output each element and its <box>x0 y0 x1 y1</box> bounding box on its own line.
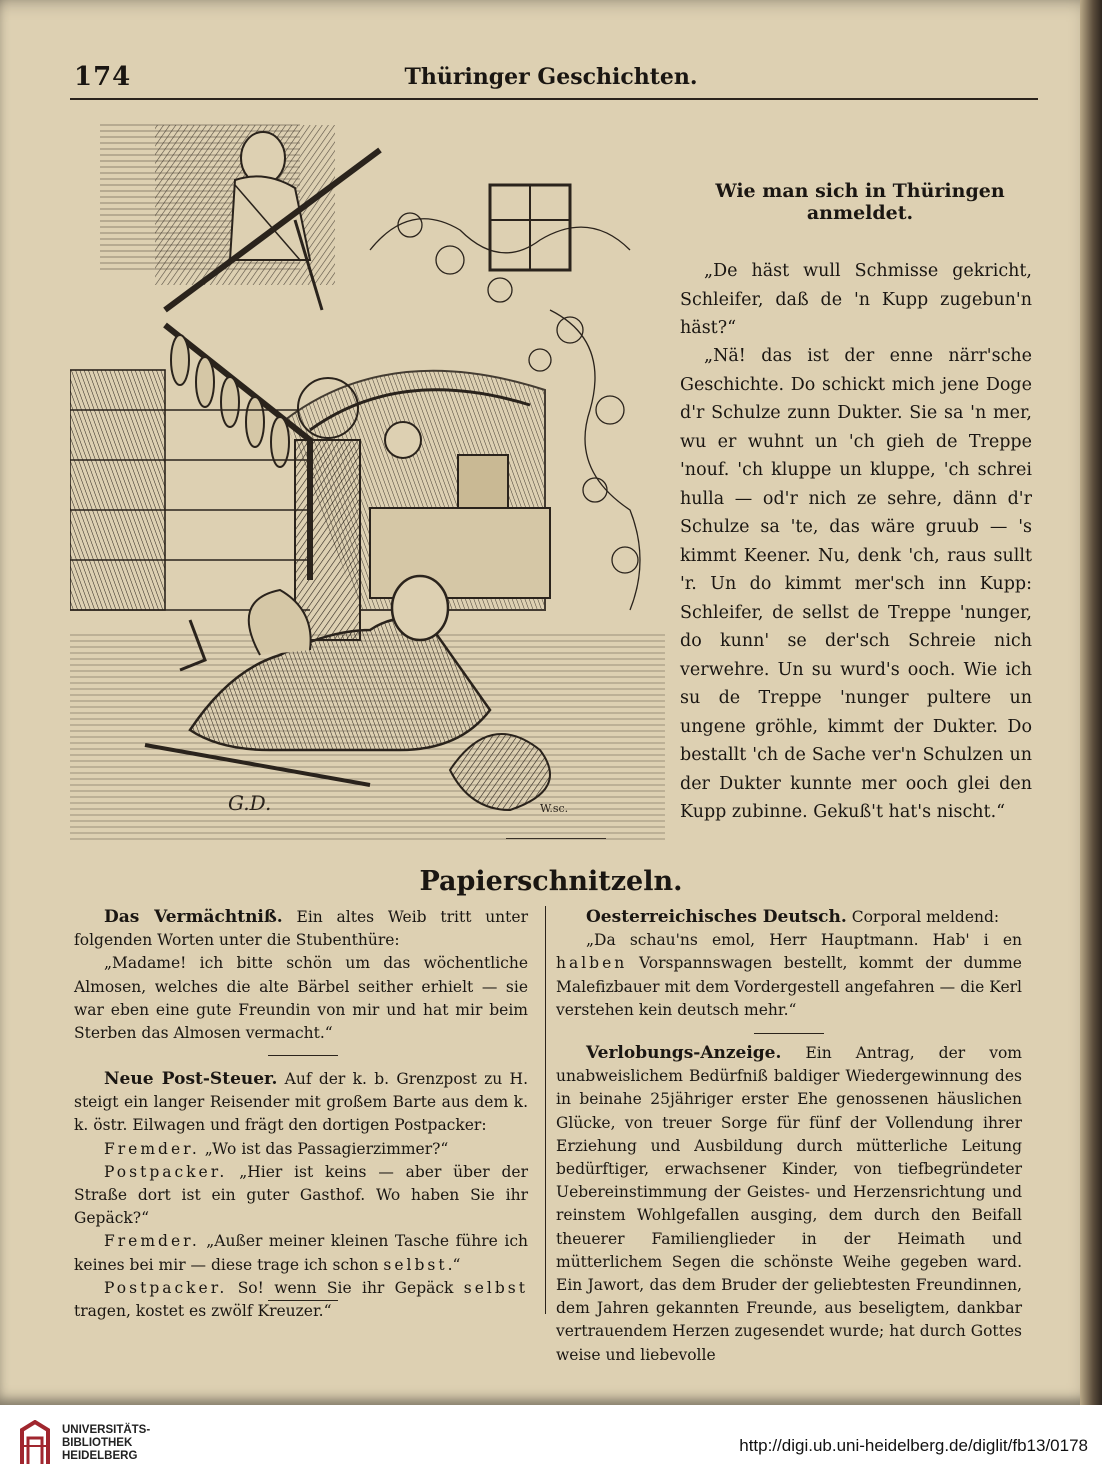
dialogue-speaker: Fremder. <box>104 1139 200 1158</box>
article-heading: Oesterreichisches Deutsch. <box>586 907 847 927</box>
story-paragraph: „De häst wull Schmisse gekricht, Schleifer, daß de 'n Kupp zugebun'n häst?“ <box>680 261 1032 338</box>
dialogue-line: „Wo ist das Passagierzimmer?“ <box>204 1139 449 1158</box>
column-divider <box>545 906 546 1314</box>
article-heading: Verlobungs-Anzeige. <box>586 1043 782 1063</box>
library-name-line: UNIVERSITÄTS- <box>62 1424 151 1436</box>
illustration-rule <box>506 838 606 839</box>
section-title: Papierschnitzeln. <box>419 866 683 897</box>
dialogue-line: „Hier ist keins — aber über der Straße dort ist ein guter Gasthof. Wo haben Sie ihr Gepäck?“ <box>74 1162 528 1228</box>
dialogue-line-end: .“ <box>447 1255 461 1274</box>
library-name-line: BIBLIOTHEK <box>62 1437 133 1449</box>
page-number: 174 <box>74 62 132 92</box>
dialogue-speaker: Postpacker. <box>104 1162 228 1181</box>
dialogue-speaker: Postpacker. <box>104 1278 228 1297</box>
article-separator <box>268 1300 338 1301</box>
window <box>490 185 570 270</box>
article-verlobung <box>556 1042 1022 1367</box>
dialogue-line-end: tragen, kostet es zwölf Kreuzer.“ <box>74 1302 332 1321</box>
engraving-illustration <box>70 110 665 840</box>
dialogue-emphasis: selbst <box>383 1255 448 1274</box>
illustration-signature-left: G.D. <box>228 791 272 815</box>
article-separator <box>754 1033 824 1034</box>
article-oesterreich <box>556 906 1022 1022</box>
article-quote: „Da schau'ns emol, Herr Hauptmann. Hab' i en <box>586 931 1022 950</box>
page-header-title: Thüringer Geschichten. <box>404 64 698 90</box>
article-intro: Auf der k. b. Grenzpost zu H. steigt ein langer Reisender mit großem Barte aus dem k. k. östr. Eilwagen und frägt den dortigen Postpacker: <box>74 1070 528 1135</box>
library-name[interactable] <box>62 1424 150 1463</box>
quote-emphasis: halben <box>556 954 628 973</box>
dialogue-emphasis: selbst <box>463 1278 528 1297</box>
article-intro: Corporal meldend: <box>851 908 1000 926</box>
article-quote: „Madame! ich bitte schön um das wöchentliche Almosen, welches die alte Bärbel seither erhielt — sie war eben eine gute Freundin von mir und hat mir beim Sterben das Almosen vermacht.“ <box>74 954 528 1043</box>
dialogue-speaker: Fremder. <box>104 1232 200 1251</box>
article-poststeuer <box>74 1068 528 1323</box>
article-body: Ein Antrag, der vom unabweislichem Bedürfniß baldiger Wiedergewinnung des in beinahe 25jähriger erster Ehe genossenen häuslichen Glücke, von treuer Sorge für fünf der Vollendung ihrer Erziehung und Ausbildung durch mütterliche Leitung bedürftiger, erwachsener Kinder, von tiefbegründeter Uebereinstimmung der Geistes- und Herzensrichtung und reinstem Wohlgefallen ausging, dem durch den Beifall theuerer Familienglieder in der Heimath und mütterlichem Segen die schönste Weihe gegeben ward. Ein Jawort, das dem Bruder der geliebtesten Freundinnen, dem Jahren gekannten Freunde, aus beseligtem, dankbar vertrauendem Herzen zugesendet wurde; hat durch Gottes weise und liebevolle <box>556 1044 1022 1364</box>
article-heading: Das Vermächtniß. <box>104 907 283 927</box>
header-rule <box>70 98 1038 100</box>
article-heading: Neue Post-Steuer. <box>104 1069 278 1089</box>
university-library-logo-icon[interactable] <box>18 1420 52 1468</box>
article-quote-end: Vorspannswagen bestellt, kommt der dumme Malefizbauer mit dem Vordergestell angefahren — die Kerl verstehen kein deutsch mehr.“ <box>556 954 1022 1019</box>
digital-library-url-link[interactable]: http://digi.ub.uni-heidelberg.de/diglit/fb13/0178 <box>739 1436 1088 1455</box>
library-name-line: HEIDELBERG <box>62 1450 138 1462</box>
book-spine <box>1080 0 1102 1405</box>
dialogue-line: „Außer meiner kleinen Tasche führe ich keines bei mir — diese trage ich schon <box>74 1232 528 1274</box>
story-title: Wie man sich in Thüringen anmeldet. <box>715 180 1005 224</box>
article-vermaechtniss <box>74 906 528 1045</box>
dialogue-line: So! wenn Sie ihr Gepäck <box>237 1278 454 1297</box>
article-separator <box>268 1055 338 1056</box>
article-intro: Ein altes Weib tritt unter folgenden Worten unter die Stubenthüre: <box>74 908 528 950</box>
story-paragraph: „Nä! das ist der enne närr'sche Geschichte. Do schickt mich jene Doge d'r Schulze zunn Dukter. Sie sa 'n mer, wu er wuhnt un 'ch gieh de Treppe 'nouf. 'ch kluppe un kluppe, 'ch schrei hulla — od'r nich ze sehre, dänn d'r Schulze sa 'te, das wäre gruub — 's kimmt Keener. Nu, denk 'ch, raus sullt 'r. Un do kimmt mer'sch inn Kupp: Schleifer, de sellst de Treppe 'nunger, do kunn' se der'sch Schreie nich verwehre. Un su wurd's ooch. Wie ich su de Treppe 'nunger pultere un ungene gröhle, kimmt der Dukter. Do bestallt 'ch de Sache ver'n Schulzen un der Dukter kunnte mer ooch glei den Kupp zubinne. Gekuß't hat's nischt.“ <box>680 346 1032 822</box>
illustration-signature-right: W.sc. <box>540 802 569 815</box>
